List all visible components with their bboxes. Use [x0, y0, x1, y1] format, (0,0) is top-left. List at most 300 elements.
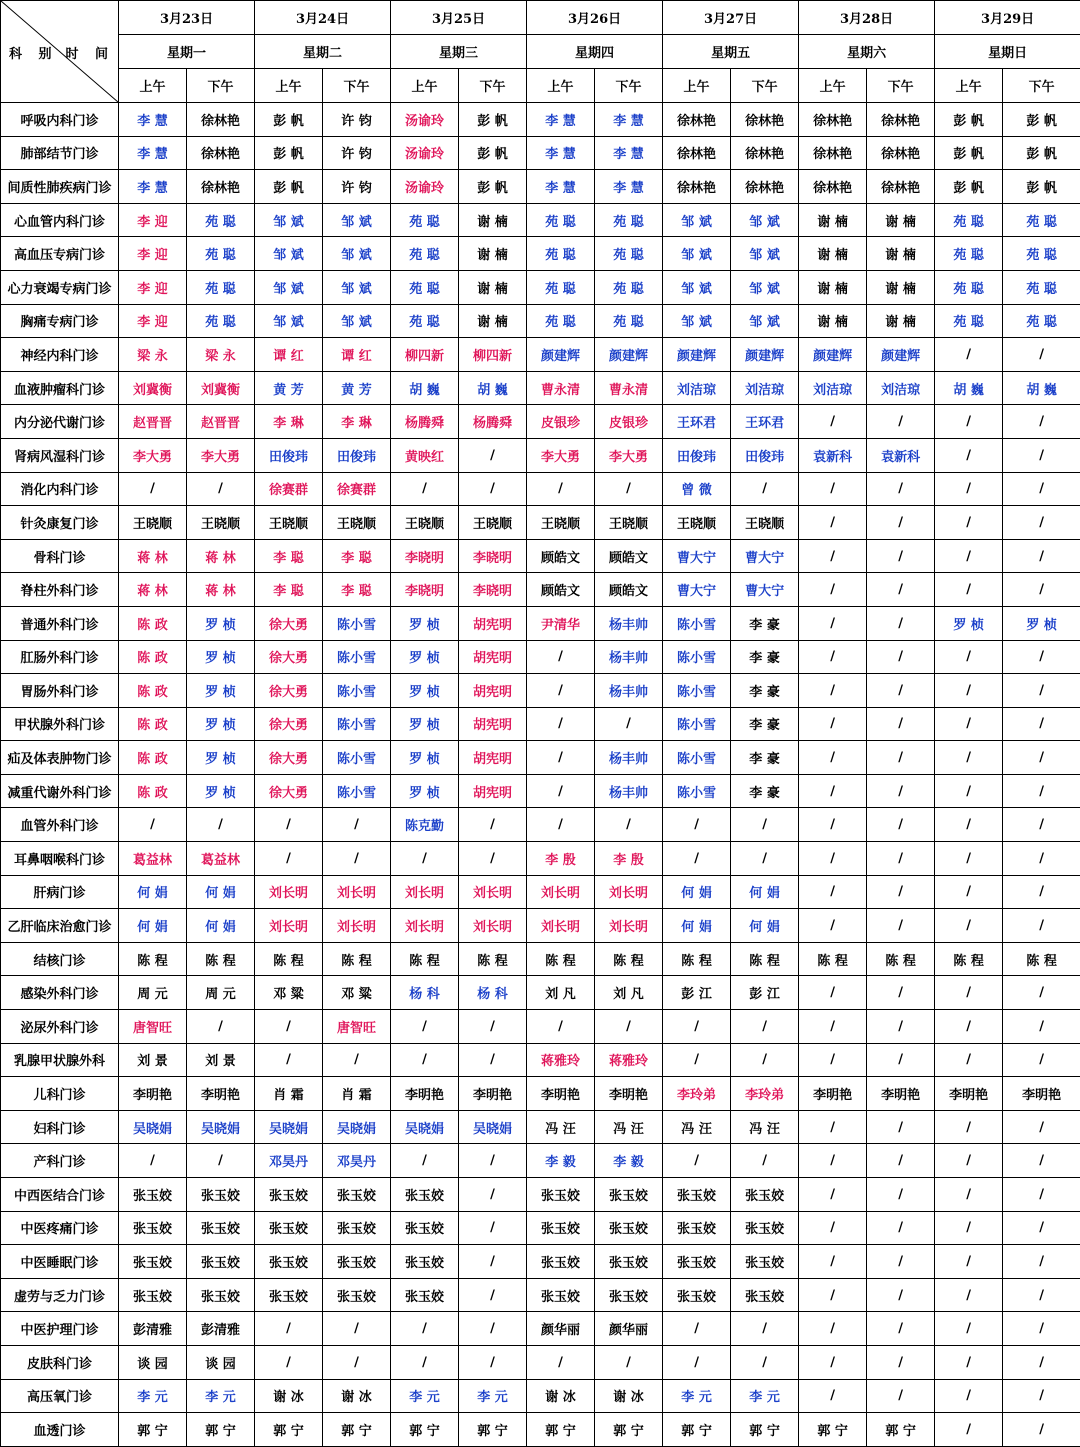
pm-doctor-cell: 张玉姣	[187, 1278, 255, 1312]
pm-doctor-cell: 李 元	[187, 1379, 255, 1413]
am-doctor-cell: 邹 斌	[255, 203, 323, 237]
pm-doctor-cell: 陈 程	[459, 942, 527, 976]
date-cell: 3月29日	[935, 1, 1080, 35]
am-doctor-cell: 顾皓文	[527, 539, 595, 573]
am-doctor-cell: 李 迎	[119, 304, 187, 338]
pm-doctor-cell: 葛益林	[187, 842, 255, 876]
am-doctor-cell: 郭 宁	[391, 1413, 459, 1447]
pm-doctor-cell: 谢 楠	[867, 304, 935, 338]
table-row	[1, 405, 1080, 439]
pm-doctor-cell: 胡宪明	[459, 774, 527, 808]
dept-name-cell: 间质性肺疾病门诊	[1, 170, 119, 204]
am-doctor-cell: 张玉姣	[663, 1211, 731, 1245]
am-doctor-cell: 谢 楠	[799, 270, 867, 304]
am-doctor-cell: 李 慧	[119, 103, 187, 137]
pm-doctor-cell: 陈 程	[867, 942, 935, 976]
am-doctor-cell: 何 娟	[119, 909, 187, 943]
am-doctor-cell: /	[663, 808, 731, 842]
am-doctor-cell: /	[663, 1043, 731, 1077]
am-doctor-cell: 刘洁琼	[799, 371, 867, 405]
dept-name-cell: 感染外科门诊	[1, 976, 119, 1010]
am-doctor-cell: 邓 粱	[255, 976, 323, 1010]
pm-doctor-cell: 胡宪明	[459, 606, 527, 640]
am-doctor-cell: /	[527, 808, 595, 842]
am-doctor-cell: 张玉姣	[527, 1245, 595, 1279]
pm-doctor-cell: /	[1003, 1245, 1080, 1279]
am-doctor-cell: /	[799, 707, 867, 741]
am-doctor-cell: 蒋 林	[119, 539, 187, 573]
am-doctor-cell: /	[527, 1010, 595, 1044]
pm-doctor-cell: /	[867, 674, 935, 708]
pm-doctor-cell: /	[1003, 1043, 1080, 1077]
dept-name-cell: 高血压专病门诊	[1, 237, 119, 271]
pm-doctor-cell: /	[323, 1312, 391, 1346]
pm-doctor-cell: 邹 斌	[323, 237, 391, 271]
pm-doctor-cell: /	[595, 707, 663, 741]
pm-doctor-cell: /	[323, 842, 391, 876]
table-row	[1, 573, 1080, 607]
am-doctor-cell: 邹 斌	[255, 237, 323, 271]
pm-doctor-cell: /	[459, 1211, 527, 1245]
am-doctor-cell: /	[799, 1110, 867, 1144]
pm-doctor-cell: 张玉姣	[595, 1245, 663, 1279]
pm-doctor-cell: /	[1003, 573, 1080, 607]
weekday-cell: 星期四	[527, 35, 663, 69]
pm-doctor-cell: 李 慧	[595, 170, 663, 204]
pm-doctor-cell: 苑 聪	[1003, 237, 1080, 271]
dept-name-cell: 甲状腺外科门诊	[1, 707, 119, 741]
pm-doctor-cell: 曹大宁	[731, 539, 799, 573]
am-doctor-cell: 杨 科	[391, 976, 459, 1010]
pm-doctor-cell: 何 娟	[731, 909, 799, 943]
pm-doctor-cell: 邹 斌	[323, 270, 391, 304]
am-doctor-cell: /	[935, 1245, 1003, 1279]
pm-doctor-cell: 邹 斌	[323, 304, 391, 338]
am-doctor-cell: /	[799, 1178, 867, 1212]
table-row	[1, 539, 1080, 573]
am-doctor-cell: 唐智旺	[119, 1010, 187, 1044]
am-doctor-cell: /	[935, 1211, 1003, 1245]
am-doctor-cell: 张玉姣	[527, 1278, 595, 1312]
pm-doctor-cell: 陈 程	[187, 942, 255, 976]
am-doctor-cell: 张玉姣	[391, 1245, 459, 1279]
pm-doctor-cell: 谭 红	[323, 338, 391, 372]
am-doctor-cell: 彭 帆	[935, 136, 1003, 170]
am-doctor-cell: 徐大勇	[255, 640, 323, 674]
pm-doctor-cell: 徐林艳	[867, 136, 935, 170]
pm-doctor-cell: 苑 聪	[187, 270, 255, 304]
date-cell: 3月23日	[119, 1, 255, 35]
pm-doctor-cell: 苑 聪	[595, 270, 663, 304]
am-doctor-cell: 陈小雪	[663, 707, 731, 741]
am-doctor-cell: 刘长明	[391, 909, 459, 943]
pm-doctor-cell: 刘洁琼	[867, 371, 935, 405]
am-doctor-cell: /	[935, 573, 1003, 607]
am-doctor-cell: /	[799, 1312, 867, 1346]
pm-doctor-cell: 李 毅	[595, 1144, 663, 1178]
pm-doctor-cell: /	[1003, 976, 1080, 1010]
pm-doctor-cell: 徐林艳	[187, 103, 255, 137]
pm-doctor-cell: 张玉姣	[731, 1211, 799, 1245]
table-row	[1, 909, 1080, 943]
pm-doctor-cell: 李明艳	[867, 1077, 935, 1111]
pm-doctor-cell: 苑 聪	[1003, 203, 1080, 237]
pm-doctor-cell: 刘长明	[595, 909, 663, 943]
pm-doctor-cell: 李大勇	[595, 438, 663, 472]
am-doctor-cell: 张玉姣	[119, 1245, 187, 1279]
pm-doctor-cell: /	[1003, 1278, 1080, 1312]
pm-doctor-cell: 杨丰帅	[595, 741, 663, 775]
am-doctor-cell: 汤谕玲	[391, 170, 459, 204]
am-doctor-cell: 苑 聪	[527, 203, 595, 237]
am-doctor-cell: 彭 帆	[255, 170, 323, 204]
pm-doctor-cell: /	[459, 1245, 527, 1279]
table-row	[1, 304, 1080, 338]
am-doctor-cell: 罗 桢	[391, 741, 459, 775]
pm-doctor-cell: 罗 桢	[187, 741, 255, 775]
table-row	[1, 1345, 1080, 1379]
table-row	[1, 237, 1080, 271]
am-doctor-cell: 郭 宁	[663, 1413, 731, 1447]
pm-doctor-cell: /	[731, 1144, 799, 1178]
table-header	[1, 1, 1080, 103]
pm-doctor-cell: 徐林艳	[867, 103, 935, 137]
pm-doctor-cell: 张玉姣	[187, 1211, 255, 1245]
pm-doctor-cell: /	[867, 606, 935, 640]
am-doctor-cell: 黄 芳	[255, 371, 323, 405]
am-doctor-cell: /	[255, 842, 323, 876]
pm-doctor-cell: /	[459, 1178, 527, 1212]
am-doctor-cell: /	[799, 774, 867, 808]
pm-doctor-cell: /	[867, 1178, 935, 1212]
pm-doctor-cell: 田俊玮	[731, 438, 799, 472]
am-doctor-cell: 张玉姣	[527, 1211, 595, 1245]
am-doctor-cell: /	[935, 1010, 1003, 1044]
am-doctor-cell: 谢 冰	[527, 1379, 595, 1413]
pm-doctor-cell: 顾皓文	[595, 539, 663, 573]
pm-doctor-cell: 罗 桢	[187, 640, 255, 674]
am-doctor-cell: 彭 帆	[935, 103, 1003, 137]
am-doctor-cell: 彭 帆	[255, 103, 323, 137]
am-doctor-cell: 李明艳	[799, 1077, 867, 1111]
am-doctor-cell: /	[799, 1010, 867, 1044]
pm-doctor-cell: 陈 程	[323, 942, 391, 976]
pm-doctor-cell: 李 元	[459, 1379, 527, 1413]
am-doctor-cell: 刘长明	[527, 909, 595, 943]
dept-name-cell: 耳鼻咽喉科门诊	[1, 842, 119, 876]
am-doctor-cell: /	[935, 1043, 1003, 1077]
am-doctor-cell: 郭 宁	[255, 1413, 323, 1447]
am-doctor-cell: 郭 宁	[527, 1413, 595, 1447]
pm-doctor-cell: 邹 斌	[731, 270, 799, 304]
date-cell: 3月27日	[663, 1, 799, 35]
dept-name-cell: 产科门诊	[1, 1144, 119, 1178]
pm-doctor-cell: 谢 楠	[459, 304, 527, 338]
pm-doctor-cell: 陈 程	[1003, 942, 1080, 976]
am-doctor-cell: 陈克勤	[391, 808, 459, 842]
am-doctor-cell: /	[799, 808, 867, 842]
pm-doctor-cell: 谢 楠	[459, 270, 527, 304]
pm-doctor-cell: 吴晓娟	[323, 1110, 391, 1144]
am-doctor-cell: 徐大勇	[255, 707, 323, 741]
am-doctor-cell: /	[255, 1345, 323, 1379]
am-doctor-cell: /	[935, 640, 1003, 674]
am-doctor-cell: 梁 永	[119, 338, 187, 372]
table-row	[1, 606, 1080, 640]
pm-doctor-cell: 徐林艳	[731, 170, 799, 204]
pm-doctor-cell: /	[595, 1345, 663, 1379]
am-doctor-cell: 何 娟	[663, 875, 731, 909]
table-row	[1, 472, 1080, 506]
am-doctor-cell: 何 娟	[663, 909, 731, 943]
pm-doctor-cell: /	[1003, 1110, 1080, 1144]
pm-doctor-cell: /	[1003, 842, 1080, 876]
am-doctor-cell: 杨腾舜	[391, 405, 459, 439]
pm-doctor-cell: 张玉姣	[595, 1211, 663, 1245]
dept-name-cell: 妇科门诊	[1, 1110, 119, 1144]
am-doctor-cell: 王晓顺	[255, 506, 323, 540]
pm-doctor-cell: /	[867, 774, 935, 808]
dept-name-cell: 呼吸内科门诊	[1, 103, 119, 137]
pm-doctor-cell: /	[459, 808, 527, 842]
pm-doctor-cell: /	[867, 1278, 935, 1312]
pm-doctor-cell: 郭 宁	[867, 1413, 935, 1447]
am-doctor-cell: 王晓顺	[527, 506, 595, 540]
table-row	[1, 640, 1080, 674]
pm-doctor-cell: /	[867, 472, 935, 506]
pm-doctor-cell: 张玉姣	[731, 1278, 799, 1312]
pm-doctor-cell: 彭 帆	[1003, 136, 1080, 170]
am-doctor-cell: 颜华丽	[527, 1312, 595, 1346]
pm-doctor-cell: /	[459, 1345, 527, 1379]
pm-doctor-cell: 谢 楠	[867, 237, 935, 271]
pm-doctor-cell: 肖 霜	[323, 1077, 391, 1111]
am-doctor-cell: 李 元	[663, 1379, 731, 1413]
am-doctor-cell: /	[391, 1144, 459, 1178]
am-doctor-cell: 刘洁琼	[663, 371, 731, 405]
pm-doctor-cell: 李晓明	[459, 539, 527, 573]
pm-doctor-cell: 李明艳	[595, 1077, 663, 1111]
pm-doctor-cell: /	[459, 1278, 527, 1312]
pm-doctor-cell: 袁新科	[867, 438, 935, 472]
am-doctor-cell: /	[799, 405, 867, 439]
pm-doctor-cell: 何 娟	[187, 909, 255, 943]
pm-doctor-cell: 张玉姣	[187, 1245, 255, 1279]
am-doctor-cell: 曾 微	[663, 472, 731, 506]
pm-doctor-cell: /	[1003, 472, 1080, 506]
am-doctor-cell: 苑 聪	[527, 270, 595, 304]
pm-doctor-cell: /	[867, 1345, 935, 1379]
am-doctor-cell: 陈 程	[935, 942, 1003, 976]
am-doctor-cell: 张玉姣	[119, 1278, 187, 1312]
pm-doctor-cell: /	[1003, 774, 1080, 808]
am-doctor-cell: 苑 聪	[935, 304, 1003, 338]
am-doctor-cell: 谈 园	[119, 1345, 187, 1379]
am-doctor-cell: 徐林艳	[799, 170, 867, 204]
schedule-body	[1, 103, 1080, 1447]
pm-doctor-cell: /	[867, 707, 935, 741]
am-doctor-cell: /	[799, 539, 867, 573]
am-doctor-cell: 彭 帆	[935, 170, 1003, 204]
pm-doctor-cell: 张玉姣	[323, 1211, 391, 1245]
pm-doctor-cell: /	[459, 472, 527, 506]
am-doctor-cell: /	[935, 976, 1003, 1010]
dept-name-cell: 高压氧门诊	[1, 1379, 119, 1413]
am-doctor-cell: 王晓顺	[391, 506, 459, 540]
am-doctor-cell: 陈 程	[255, 942, 323, 976]
am-doctor-cell: /	[799, 606, 867, 640]
am-doctor-cell: /	[255, 1043, 323, 1077]
am-doctor-cell: 张玉姣	[255, 1211, 323, 1245]
am-doctor-cell: 徐赛群	[255, 472, 323, 506]
pm-doctor-cell: 刘长明	[459, 875, 527, 909]
am-doctor-cell: /	[527, 741, 595, 775]
am-doctor-cell: 谢 楠	[799, 304, 867, 338]
pm-doctor-cell: 王晓顺	[459, 506, 527, 540]
am-cell: 上午	[527, 69, 595, 103]
am-doctor-cell: /	[799, 573, 867, 607]
am-doctor-cell: 徐大勇	[255, 774, 323, 808]
am-doctor-cell: 罗 桢	[391, 774, 459, 808]
am-doctor-cell: 顾皓文	[527, 573, 595, 607]
pm-doctor-cell: /	[867, 1010, 935, 1044]
pm-doctor-cell: 黄 芳	[323, 371, 391, 405]
weekday-cell: 星期一	[119, 35, 255, 69]
am-doctor-cell: /	[799, 472, 867, 506]
corner-time-label: 时 间	[65, 43, 114, 62]
am-doctor-cell: 陈 程	[119, 942, 187, 976]
am-doctor-cell: 吴晓娟	[255, 1110, 323, 1144]
am-doctor-cell: /	[935, 1413, 1003, 1447]
am-doctor-cell: 谢 楠	[799, 203, 867, 237]
am-doctor-cell: 张玉姣	[255, 1178, 323, 1212]
pm-doctor-cell: /	[1003, 741, 1080, 775]
pm-doctor-cell: /	[867, 1245, 935, 1279]
pm-doctor-cell: /	[867, 1110, 935, 1144]
am-doctor-cell: 蒋 林	[119, 573, 187, 607]
am-doctor-cell: /	[527, 774, 595, 808]
dept-name-cell: 神经内科门诊	[1, 338, 119, 372]
pm-doctor-cell: /	[459, 1144, 527, 1178]
am-doctor-cell: 徐大勇	[255, 606, 323, 640]
table-row	[1, 103, 1080, 137]
am-doctor-cell: /	[527, 674, 595, 708]
pm-doctor-cell: 徐林艳	[187, 170, 255, 204]
pm-doctor-cell: 徐林艳	[731, 103, 799, 137]
am-doctor-cell: 郭 宁	[799, 1413, 867, 1447]
am-doctor-cell: 张玉姣	[255, 1278, 323, 1312]
pm-doctor-cell: 彭清雅	[187, 1312, 255, 1346]
am-doctor-cell: /	[391, 842, 459, 876]
am-doctor-cell: 李 元	[119, 1379, 187, 1413]
am-doctor-cell: 陈 程	[527, 942, 595, 976]
session-row	[1, 69, 1080, 103]
pm-doctor-cell: 李明艳	[459, 1077, 527, 1111]
pm-doctor-cell: /	[595, 1010, 663, 1044]
pm-doctor-cell: /	[731, 842, 799, 876]
am-doctor-cell: 张玉姣	[663, 1278, 731, 1312]
pm-doctor-cell: 邓昊丹	[323, 1144, 391, 1178]
am-doctor-cell: 刘长明	[255, 875, 323, 909]
dept-name-cell: 内分泌代谢门诊	[1, 405, 119, 439]
am-doctor-cell: /	[935, 707, 1003, 741]
am-doctor-cell: 李明艳	[527, 1077, 595, 1111]
pm-doctor-cell: 谢 冰	[323, 1379, 391, 1413]
pm-doctor-cell: 苑 聪	[1003, 304, 1080, 338]
am-doctor-cell: 罗 桢	[935, 606, 1003, 640]
am-doctor-cell: 蒋雅玲	[527, 1043, 595, 1077]
pm-doctor-cell: 罗 桢	[187, 674, 255, 708]
pm-doctor-cell: /	[867, 976, 935, 1010]
pm-doctor-cell: /	[323, 808, 391, 842]
table-row	[1, 371, 1080, 405]
am-doctor-cell: /	[663, 842, 731, 876]
am-doctor-cell: 徐大勇	[255, 674, 323, 708]
pm-doctor-cell: 李 豪	[731, 741, 799, 775]
pm-doctor-cell: 李 慧	[595, 103, 663, 137]
am-doctor-cell: 李明艳	[391, 1077, 459, 1111]
pm-doctor-cell: 李 豪	[731, 640, 799, 674]
pm-doctor-cell: 彭 帆	[459, 136, 527, 170]
pm-doctor-cell: 郭 宁	[731, 1413, 799, 1447]
pm-doctor-cell: /	[1003, 539, 1080, 573]
pm-doctor-cell: /	[1003, 1312, 1080, 1346]
pm-doctor-cell: 颜华丽	[595, 1312, 663, 1346]
pm-doctor-cell: /	[867, 875, 935, 909]
pm-doctor-cell: 谈 园	[187, 1345, 255, 1379]
am-doctor-cell: 张玉姣	[663, 1178, 731, 1212]
pm-doctor-cell: 张玉姣	[323, 1245, 391, 1279]
table-row	[1, 1110, 1080, 1144]
pm-doctor-cell: 苑 聪	[595, 237, 663, 271]
weekday-cell: 星期五	[663, 35, 799, 69]
pm-doctor-cell: 陈小雪	[323, 674, 391, 708]
pm-doctor-cell: 郭 宁	[595, 1413, 663, 1447]
weekday-row	[1, 35, 1080, 69]
pm-doctor-cell: /	[1003, 1178, 1080, 1212]
pm-doctor-cell: 胡宪明	[459, 741, 527, 775]
pm-doctor-cell: 张玉姣	[595, 1278, 663, 1312]
pm-doctor-cell: 胡宪明	[459, 640, 527, 674]
pm-doctor-cell: 陈小雪	[323, 774, 391, 808]
dept-name-cell: 减重代谢外科门诊	[1, 774, 119, 808]
am-doctor-cell: 李大勇	[119, 438, 187, 472]
pm-doctor-cell: 杨丰帅	[595, 774, 663, 808]
pm-doctor-cell: /	[867, 1312, 935, 1346]
pm-doctor-cell: /	[731, 1345, 799, 1379]
pm-doctor-cell: 蒋 林	[187, 539, 255, 573]
dept-name-cell: 皮肤科门诊	[1, 1345, 119, 1379]
am-doctor-cell: 王晓顺	[663, 506, 731, 540]
am-doctor-cell: 李晓明	[391, 539, 459, 573]
pm-doctor-cell: 杨丰帅	[595, 606, 663, 640]
table-row	[1, 136, 1080, 170]
dept-name-cell: 骨科门诊	[1, 539, 119, 573]
pm-doctor-cell: /	[867, 405, 935, 439]
am-doctor-cell: /	[799, 1245, 867, 1279]
am-doctor-cell: 张玉姣	[391, 1178, 459, 1212]
pm-doctor-cell: 彭 帆	[1003, 170, 1080, 204]
am-doctor-cell: 张玉姣	[119, 1178, 187, 1212]
date-cell: 3月28日	[799, 1, 935, 35]
am-doctor-cell: /	[663, 1312, 731, 1346]
pm-doctor-cell: 张玉姣	[187, 1178, 255, 1212]
am-doctor-cell: /	[935, 405, 1003, 439]
pm-doctor-cell: 彭 江	[731, 976, 799, 1010]
am-doctor-cell: 刘长明	[527, 875, 595, 909]
pm-doctor-cell: 李 琳	[323, 405, 391, 439]
pm-doctor-cell: 曹大宁	[731, 573, 799, 607]
